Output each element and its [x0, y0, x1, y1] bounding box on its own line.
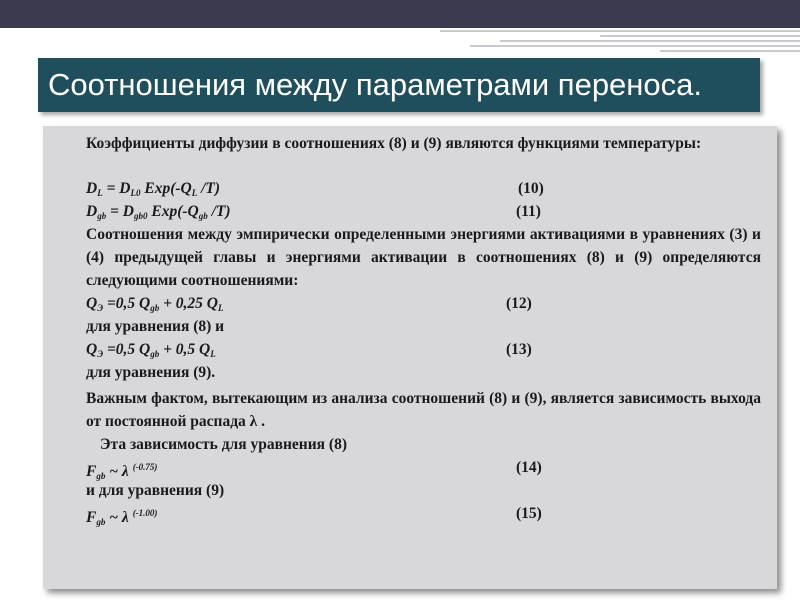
line-for-eq8: для уравнения (8) и: [86, 318, 225, 335]
formula-14: $F_{gb}$ ~ λ $^{(-0.75)}$ (14): [64, 456, 761, 479]
exponent: (-0.75): [132, 462, 158, 472]
exponent: (-1.00): [132, 508, 158, 518]
formula-number: (15): [516, 505, 542, 522]
slide-title: Соотношения между параметрами переноса.: [38, 58, 760, 112]
formula-number: (10): [518, 180, 544, 197]
paragraph-activation: Соотношения между эмпирически определенными энергиями активациями в уравнениях (3) и (4) предыдущей главы и энергиями активации в соотношениях (8) и (9) определяются следующими соотношениями:: [86, 226, 761, 289]
line-for-eq9: для уравнения (9).: [86, 364, 216, 381]
formula-number: (13): [506, 341, 532, 358]
decorative-lines: [0, 28, 800, 62]
content-box: [43, 126, 777, 589]
line-dependence: Эта зависимость для уравнения (8): [100, 436, 347, 453]
top-bar: [0, 0, 800, 28]
formula-12: $Q_Э =0,5$ $Q_{gb} + 0,25$ $Q_L$ (12): [64, 292, 761, 315]
formula-13: $Q_Э =0,5$ $Q_{gb} + 0,5$ $Q_L$ (13): [64, 338, 761, 361]
formula-number: (11): [516, 203, 541, 220]
paragraph-important-fact: Важным фактом, вытекающим из анализа соотношений (8) и (9), является зависимость выхода от постоянной распада λ .: [86, 390, 761, 430]
formula-15: $F_{gb}$ ~ λ $^{(-1.00)}$ (15): [64, 502, 761, 525]
paragraph-diffusion: Коэффициенты диффузии в соотношениях (8) и (9) являются функциями температуры:: [86, 135, 702, 152]
formula-10: $D_L = D_{L0}$ $Exp(-Q_L$ /T) (10): [64, 177, 761, 200]
formula-number: (12): [506, 295, 532, 312]
formula-11: $D_{gb} = D_{gb0}$ $Exp(-Q_{gb}$ /T) (11): [64, 200, 761, 223]
formula-number: (14): [516, 459, 542, 476]
line-and-eq9: и для уравнения (9): [86, 482, 225, 499]
